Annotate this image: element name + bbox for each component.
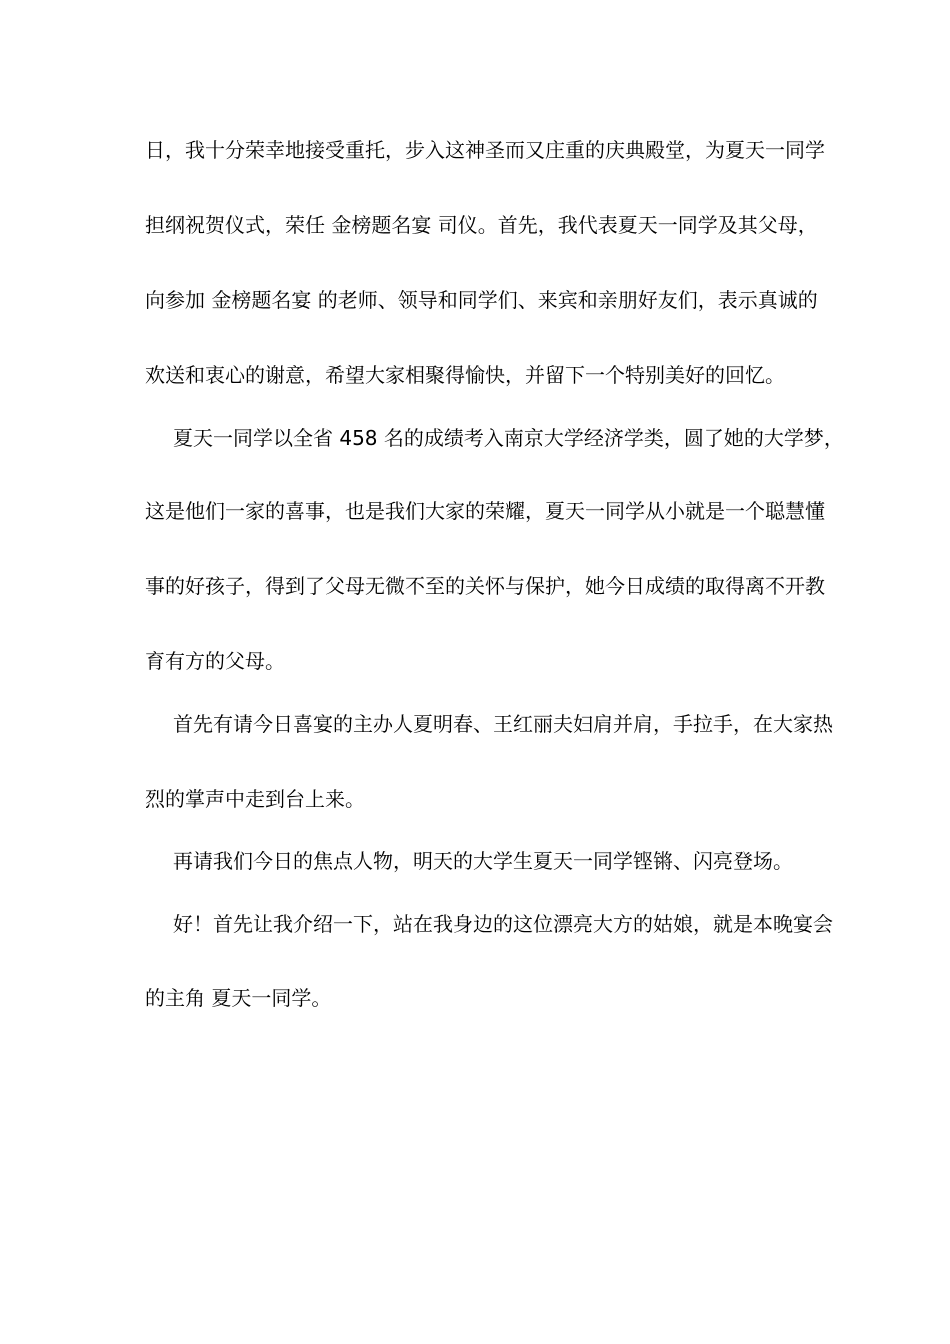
- paragraph-start-line: 好！首先让我介绍一下，站在我身边的这位漂亮大方的姑娘，就是本晚宴会: [173, 912, 833, 936]
- paragraph-start-line: 再请我们今日的焦点人物，明天的大学生夏天一同学铿锵、闪亮登场。: [173, 849, 793, 873]
- text-line: 欢送和衷心的谢意，希望大家相聚得愉快，并留下一个特别美好的回忆。: [145, 363, 785, 387]
- text-line: 烈的掌声中走到台上来。: [145, 787, 365, 811]
- text-line: 这是他们一家的喜事，也是我们大家的荣耀，夏天一同学从小就是一个聪慧懂: [145, 499, 825, 523]
- paragraph-start-line: 首先有请今日喜宴的主办人夏明春、王红丽夫妇肩并肩，手拉手，在大家热: [173, 712, 833, 736]
- text-line: 日，我十分荣幸地接受重托，步入这神圣而又庄重的庆典殿堂，为夏天一同学: [145, 138, 825, 162]
- text-line: 向参加 金榜题名宴 的老师、领导和同学们、来宾和亲朋好友们，表示真诚的: [145, 288, 818, 312]
- text-line: 的主角 夏天一同学。: [145, 986, 332, 1010]
- text-line: 育有方的父母。: [145, 649, 285, 673]
- text-line: 事的好孩子，得到了父母无微不至的关怀与保护，她今日成绩的取得离不开教: [145, 574, 825, 598]
- paragraph-start-line: 夏天一同学以全省 458 名的成绩考入南京大学经济学类，圆了她的大学梦，: [173, 426, 844, 450]
- text-line: 担纲祝贺仪式，荣任 金榜题名宴 司仪。首先，我代表夏天一同学及其父母，: [145, 213, 818, 237]
